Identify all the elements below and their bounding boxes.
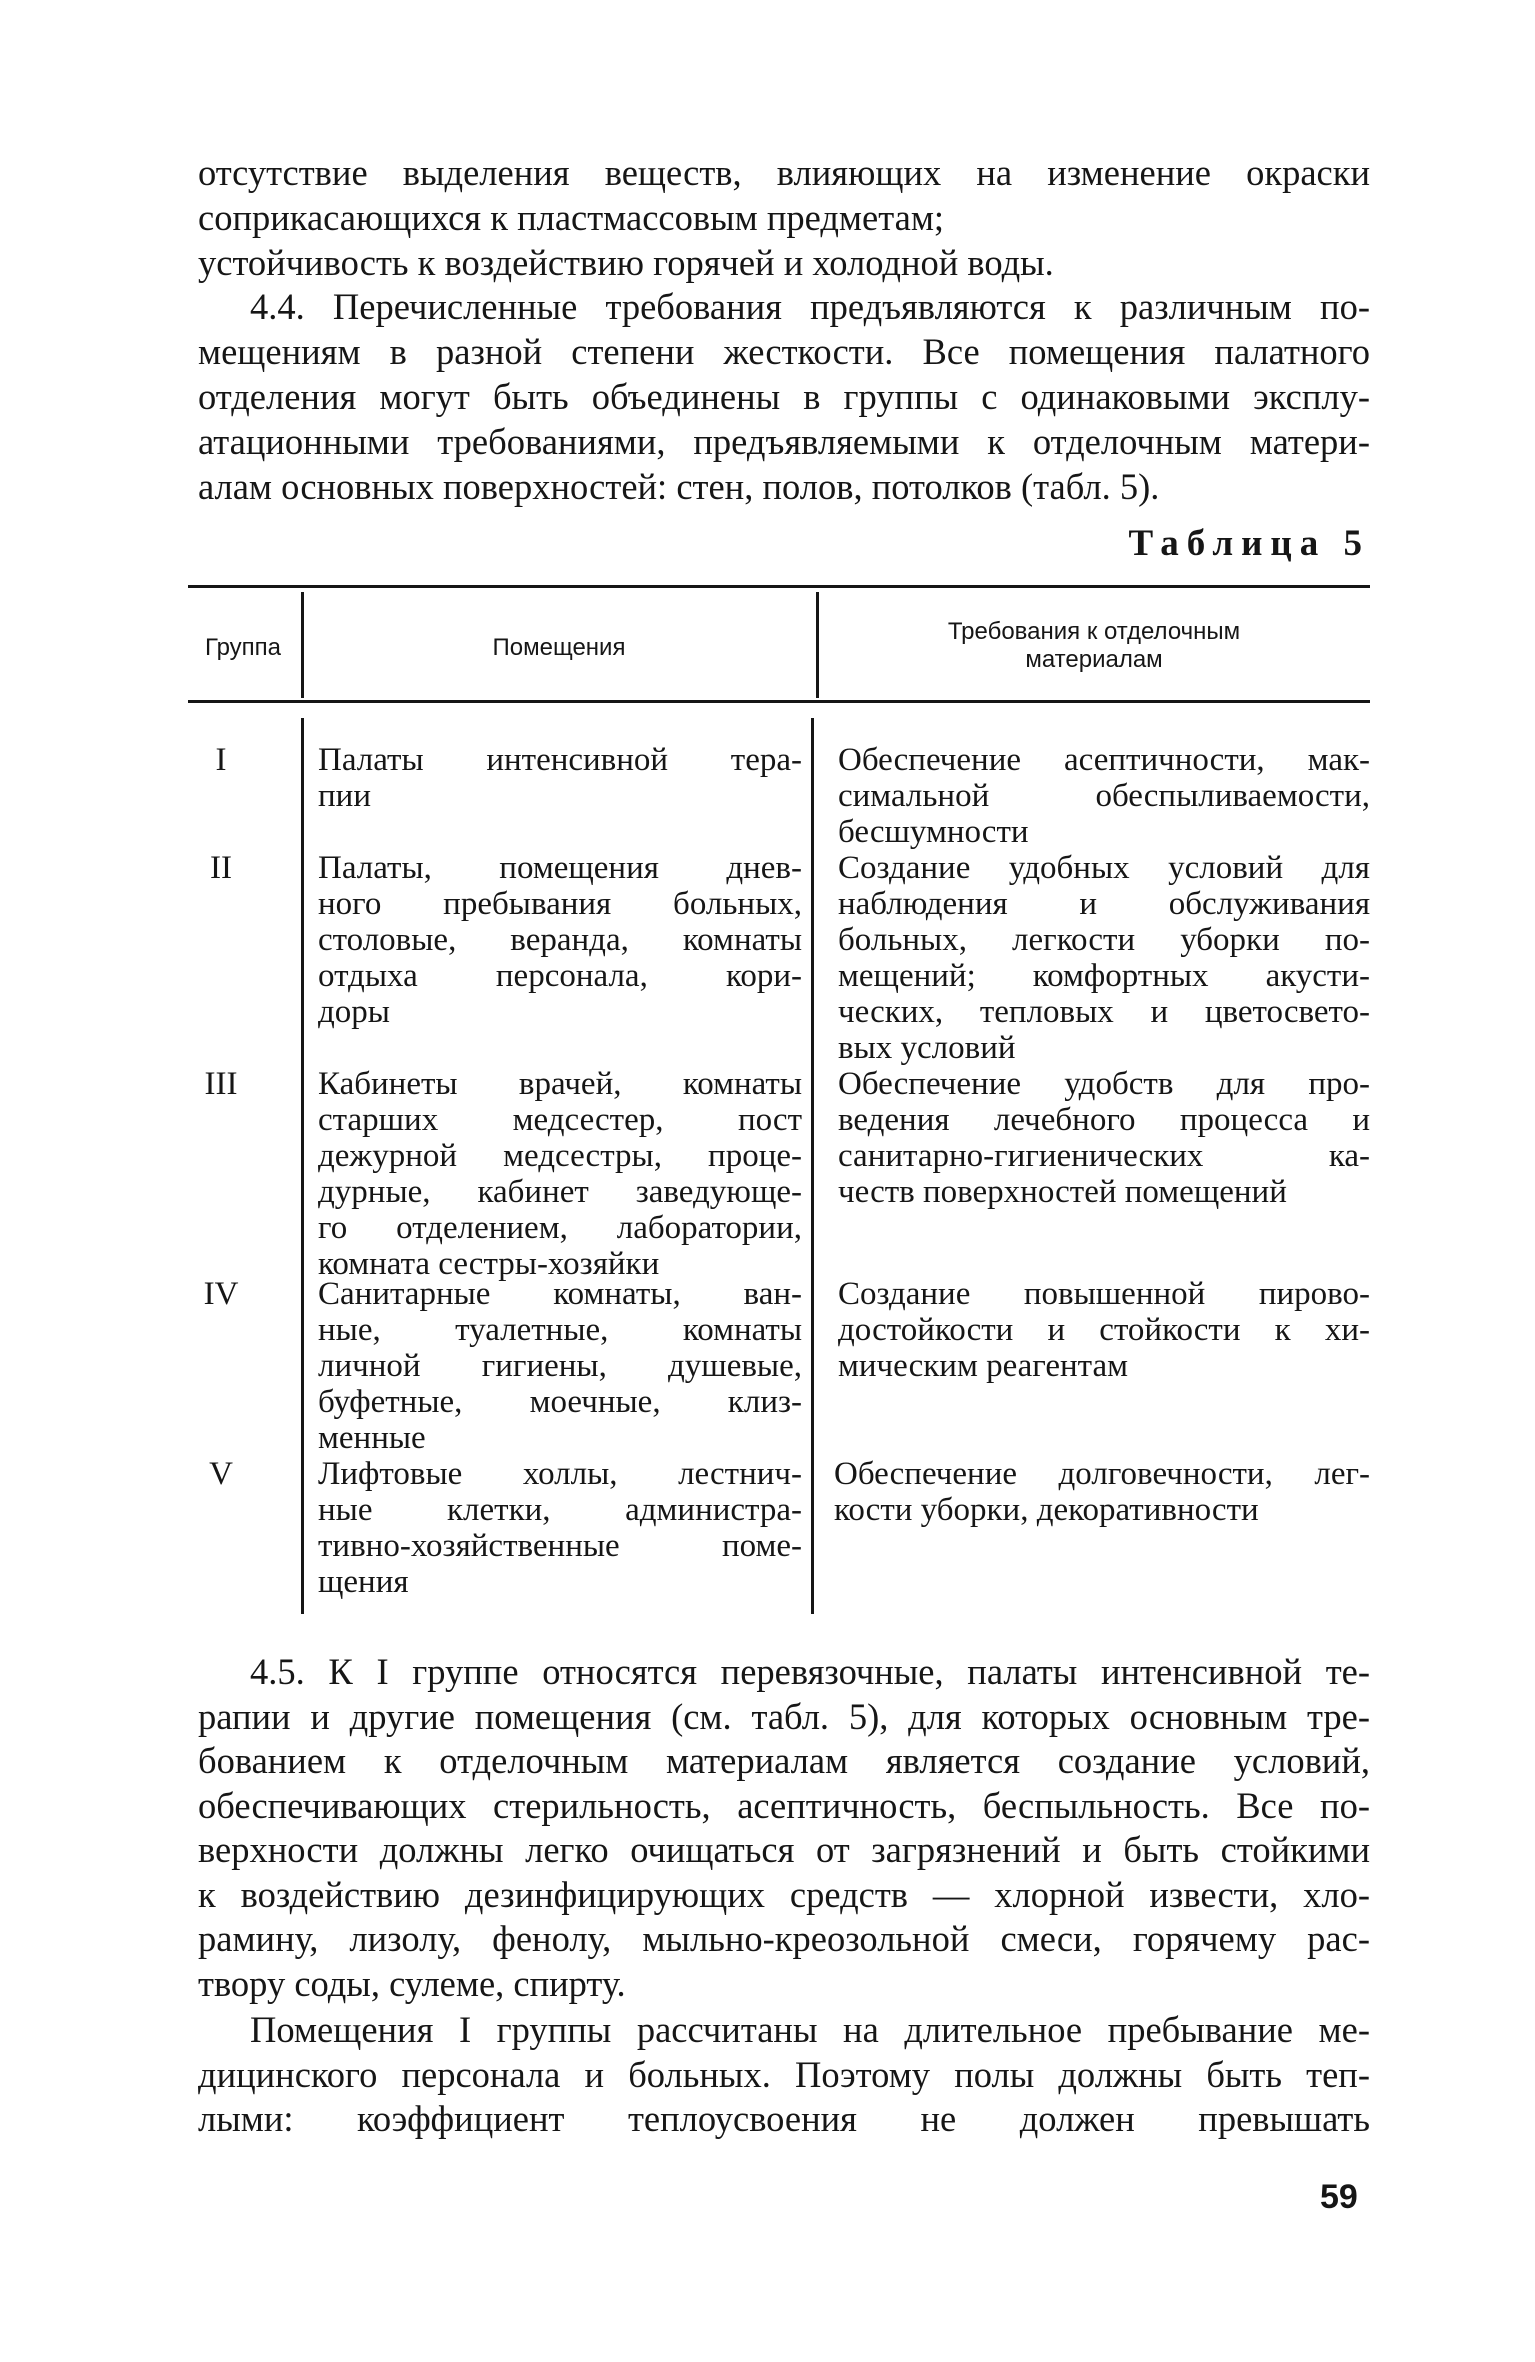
- cell-line: больных, легкости уборки по-: [838, 922, 1370, 958]
- requirements-cell: [838, 1066, 1370, 1210]
- header-requirements: [820, 618, 1368, 674]
- cell-line: вых условий: [838, 1030, 1016, 1066]
- text-line: 4.4. Перечисленные требования предъявляются к различным по-: [250, 286, 1370, 327]
- table-header-rule: [188, 700, 1370, 703]
- cell-line: дежурной медсестры, проце-: [318, 1138, 802, 1174]
- cell-line: Обеспечение долговечности, лег-: [834, 1456, 1370, 1492]
- cell-line: комната сестры-хозяйки: [318, 1246, 660, 1282]
- cell-line: мещений; комфортных акусти-: [838, 958, 1370, 994]
- text-line: отсутствие выделения веществ, влияющих на изменение окраски: [198, 152, 1370, 193]
- cell-line: пии: [318, 778, 371, 814]
- cell-line: ческих, тепловых и цветосвето-: [838, 994, 1370, 1030]
- cell-line: го отделением, лаборатории,: [318, 1210, 802, 1246]
- requirements-cell: [838, 742, 1370, 850]
- cell-line: щения: [318, 1564, 409, 1600]
- text-line: рапии и другие помещения (см. табл. 5), для которых основным тре-: [198, 1695, 1370, 1737]
- cell-line: Палаты, помещения днев-: [318, 850, 802, 886]
- text-line: атационными требованиями, предъявляемыми к отделочным матери-: [198, 421, 1370, 462]
- text-line: устойчивость к воздействию горячей и холодной воды.: [198, 242, 1054, 283]
- rooms-cell: [318, 1066, 802, 1282]
- requirements-cell: [834, 1456, 1370, 1528]
- requirements-cell: [838, 1276, 1370, 1384]
- text-line: соприкасающихся к пластмассовым предметам;: [198, 197, 945, 238]
- text-line: лыми: коэффициент теплоусвоения не должен превышать: [198, 2098, 1370, 2139]
- table-caption: Таблица 5: [1128, 523, 1370, 564]
- header-requirements-line: материалам: [1025, 646, 1163, 673]
- text-line: Помещения I группы рассчитаны на длительное пребывание ме-: [250, 2009, 1370, 2050]
- cell-line: тивно-хозяйственные поме-: [318, 1528, 802, 1564]
- table-top-rule: [188, 585, 1370, 588]
- cell-line: отдыха персонала, кори-: [318, 958, 802, 994]
- cell-line: Лифтовые холлы, лестнич-: [318, 1456, 802, 1492]
- rooms-cell: [318, 850, 802, 1030]
- cell-line: Палаты интенсивной тера-: [318, 742, 802, 778]
- group-number: III: [204, 1066, 238, 1102]
- cell-line: буфетные, моечные, клиз-: [318, 1384, 802, 1420]
- paragraph-4-4: [198, 284, 1370, 509]
- text-line: верхности должны легко очищаться от загрязнений и быть стойкими: [198, 1829, 1370, 1870]
- header-rooms: Помещения: [492, 634, 626, 661]
- group-number: II: [210, 850, 232, 886]
- rooms-cell: [318, 1276, 802, 1456]
- text-line: бованием к отделочным материалам является создание условий,: [198, 1740, 1370, 1781]
- text-line: рамину, лизолу, фенолу, мыльно-креозольной смеси, горячему рас-: [198, 1918, 1370, 1959]
- cell-line: ные клетки, администра-: [318, 1492, 802, 1528]
- cell-line: достойкости и стойкости к хи-: [838, 1312, 1370, 1348]
- intro-paragraph: [198, 150, 1370, 285]
- body-divider-2: [811, 718, 814, 1614]
- cell-line: симальной обеспыливаемости,: [838, 778, 1370, 814]
- header-requirements-line: Требования к отделочным: [947, 618, 1241, 645]
- cell-line: Обеспечение удобств для про-: [838, 1066, 1370, 1102]
- cell-line: Создание повышенной пирово-: [838, 1276, 1370, 1312]
- text-line: к воздействию дезинфицирующих средств — хлорной извести, хло-: [198, 1873, 1370, 1915]
- rooms-cell: [318, 742, 802, 814]
- cell-line: дурные, кабинет заведующе-: [318, 1174, 802, 1210]
- cell-line: ведения лечебного процесса и: [838, 1102, 1370, 1138]
- cell-line: честв поверхностей помещений: [838, 1174, 1287, 1210]
- text-line: дицинского персонала и больных. Поэтому полы должны быть теп-: [198, 2053, 1370, 2095]
- cell-line: наблюдения и обслуживания: [838, 886, 1370, 922]
- requirements-cell: [838, 850, 1370, 1066]
- cell-line: доры: [318, 994, 390, 1030]
- cell-line: Создание удобных условий для: [838, 850, 1370, 886]
- cell-line: столовые, веранда, комнаты: [318, 922, 802, 958]
- text-line: 4.5. К I группе относятся перевязочные, палаты интенсивной те-: [250, 1651, 1370, 1692]
- group-number: IV: [203, 1276, 239, 1312]
- paragraph-4-5: [198, 1650, 1370, 2006]
- paragraph-group-i: [198, 2008, 1370, 2142]
- cell-line: ные, туалетные, комнаты: [318, 1312, 802, 1348]
- group-number: I: [215, 742, 227, 778]
- text-line: алам основных поверхностей: стен, полов, потолков (табл. 5).: [198, 466, 1160, 507]
- text-line: твору соды, сулеме, спирту.: [198, 1962, 626, 2004]
- page-number: 59: [1320, 2178, 1358, 2216]
- header-group: Группа: [204, 634, 282, 661]
- cell-line: мическим реагентам: [838, 1348, 1129, 1384]
- cell-line: Обеспечение асептичности, мак-: [838, 742, 1370, 778]
- text-line: отделения могут быть объединены в группы с одинаковыми эксплу-: [198, 376, 1370, 417]
- body-divider-1: [301, 718, 304, 1614]
- cell-line: менные: [318, 1420, 426, 1456]
- cell-line: личной гигиены, душевые,: [318, 1348, 802, 1384]
- header-divider-2: [816, 592, 819, 698]
- group-number: V: [209, 1456, 233, 1492]
- cell-line: ного пребывания больных,: [318, 886, 802, 922]
- cell-line: старших медсестер, пост: [318, 1102, 802, 1138]
- text-line: обеспечивающих стерильность, асептичность, беспыльность. Все по-: [198, 1784, 1370, 1826]
- rooms-cell: [318, 1456, 802, 1600]
- cell-line: Санитарные комнаты, ван-: [318, 1276, 802, 1312]
- cell-line: санитарно-гигиенических ка-: [838, 1138, 1370, 1174]
- text-line: мещениям в разной степени жесткости. Все помещения палатного: [198, 331, 1370, 372]
- cell-line: бесшумности: [838, 814, 1029, 850]
- cell-line: кости уборки, декоративности: [834, 1492, 1259, 1528]
- cell-line: Кабинеты врачей, комнаты: [318, 1066, 802, 1102]
